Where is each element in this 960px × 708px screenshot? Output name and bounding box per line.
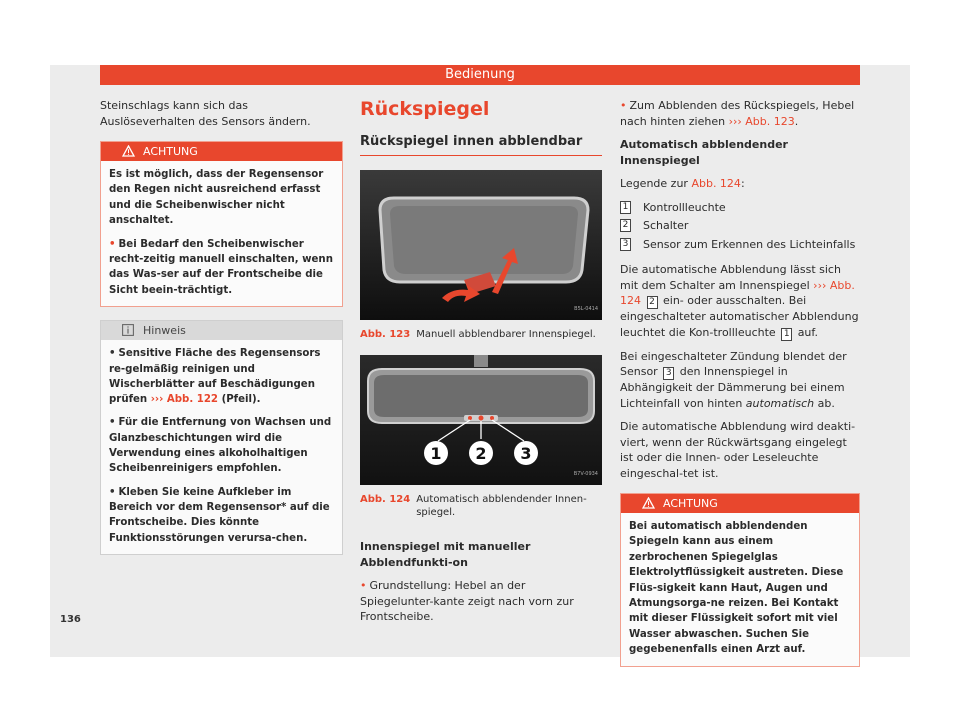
hint-header bbox=[101, 321, 342, 340]
warning-header bbox=[101, 142, 342, 161]
auto-text-1: Die automatische Abblendung lässt sich mit dem Schalter am Innenspiegel ››› Abb. 124 2 ein- oder ausschalten. Bei eingeschalteter automatischer Abblendung leuchtet die Kon-trollleuchte 1 auf. bbox=[620, 263, 859, 339]
hint-body bbox=[101, 340, 342, 554]
figure-123-image bbox=[360, 170, 602, 320]
section-header: Bedienung bbox=[100, 65, 860, 85]
figure-label-3: 3 bbox=[520, 444, 532, 463]
page-number: 136 bbox=[60, 614, 81, 625]
warning-body bbox=[101, 161, 342, 306]
ref-link-abb124-2[interactable]: ››› Abb. 124 bbox=[620, 278, 855, 307]
ref-link-abb123[interactable]: ››› Abb. 123 bbox=[728, 114, 795, 128]
warning-title: ACHTUNG bbox=[663, 497, 718, 510]
warning-box-1 bbox=[100, 141, 343, 307]
warning-triangle-icon bbox=[122, 145, 135, 157]
info-icon bbox=[122, 324, 134, 336]
ref-link-abb124[interactable]: Abb. 124 bbox=[691, 177, 741, 190]
auto-heading: Automatisch abblendender Innenspiegel bbox=[620, 138, 788, 167]
column-left bbox=[100, 98, 343, 555]
intro-text: Steinschlags kann sich das Auslöseverhalten des Sensors ändern. bbox=[100, 99, 311, 128]
hint-ref-link[interactable]: ››› Abb. 122 bbox=[150, 394, 219, 406]
section-title: Rückspiegel bbox=[360, 98, 490, 120]
manual-heading: Innenspiegel mit manueller Abblendfunkti-on bbox=[360, 540, 531, 569]
section-subtitle: Rückspiegel innen abblendbar bbox=[360, 134, 602, 156]
auto-text-3: Die automatische Abblendung wird deakti-viert, wenn der Rückwärtsgang eingelegt ist oder die Innen- oder Leseleuchte eingeschal-tet ist. bbox=[620, 420, 856, 480]
legend-item: 2 Schalter bbox=[620, 218, 860, 234]
column-right bbox=[620, 98, 860, 667]
figure-code: B5L-0414 bbox=[574, 305, 598, 312]
manual-text: • Grundstellung: Hebel an der Spiegelunter-kante zeigt nach vorn zur Frontscheibe. bbox=[360, 579, 574, 623]
warning-text-1: Es ist möglich, dass der Regensensor den Regen nicht ausreichend erfasst und die Scheibenwischer nicht anschaltet. bbox=[109, 169, 324, 227]
warning-text-2: • Bei Bedarf den Scheibenwischer recht-zeitig manuell einschalten, wenn das Was-ser auf der Frontscheibe die Sicht beein-trächtigt. bbox=[109, 238, 333, 296]
hint-item-3: • Kleben Sie keine Aufkleber im Bereich vor dem Regensensor* auf die Frontscheibe. Dies könnte Funktionsstörungen verursa-chen. bbox=[109, 486, 330, 544]
hint-box bbox=[100, 320, 343, 555]
warning-box-2 bbox=[620, 493, 860, 667]
warning-body bbox=[621, 513, 859, 666]
col3-step: • Zum Abblenden des Rückspiegels, Hebel nach hinten ziehen ››› Abb. 123. bbox=[620, 99, 855, 128]
warning-header bbox=[621, 494, 859, 513]
warning-text: Bei automatisch abblendenden Spiegeln kann aus einem zerbrochenen Spiegelglas Elektrolytflüssigkeit austreten. Diese Flüs-sigkeit kann Haut, Augen und Atmungsorga-ne reizen. Bei Kontakt mit dieser Flüssigkeit sofort mit viel Wasser abwaschen. Suchen Sie gegebenenfalls einen Arzt auf. bbox=[629, 521, 844, 656]
figure-123-caption: Abb. 123 Manuell abblendbarer Innenspiegel. bbox=[360, 329, 596, 340]
legend-item: 1 Kontrollleuchte bbox=[620, 200, 860, 216]
auto-text-2: Bei eingeschalteter Zündung blendet der Sensor 3 den Innenspiegel in Abhängigkeit der Dämmerung bei einem Lichteinfall von hinten automatisch ab. bbox=[620, 349, 847, 410]
figure-124-image bbox=[360, 355, 602, 485]
hint-item-2: • Für die Entfernung von Wachsen und Glanzbeschichtungen wird die Verwendung eines alkoholhaltigen Scheibenreinigers empfohlen. bbox=[109, 417, 332, 475]
warning-title: ACHTUNG bbox=[143, 145, 198, 158]
legend-list bbox=[620, 200, 860, 253]
hint-title: Hinweis bbox=[143, 324, 186, 338]
figure-124-caption: Abb. 124 Automatisch abblendender Innen-spiegel. bbox=[360, 494, 587, 518]
legend-item: 3 Sensor zum Erkennen des Lichteinfalls bbox=[620, 237, 860, 253]
figure-label-1: 1 bbox=[430, 444, 442, 463]
figure-label-2: 2 bbox=[475, 444, 487, 463]
warning-triangle-icon bbox=[642, 497, 655, 509]
figure-code: B7V-0934 bbox=[573, 470, 598, 477]
legend-intro: Legende zur Abb. 124: bbox=[620, 177, 745, 190]
hint-item-1: • Sensitive Fläche des Regensensors re-gelmäßig reinigen und Wischerblätter auf Beschädigungen prüfen ››› Abb. 122 (Pfeil). bbox=[109, 348, 321, 406]
column-middle bbox=[360, 98, 602, 633]
